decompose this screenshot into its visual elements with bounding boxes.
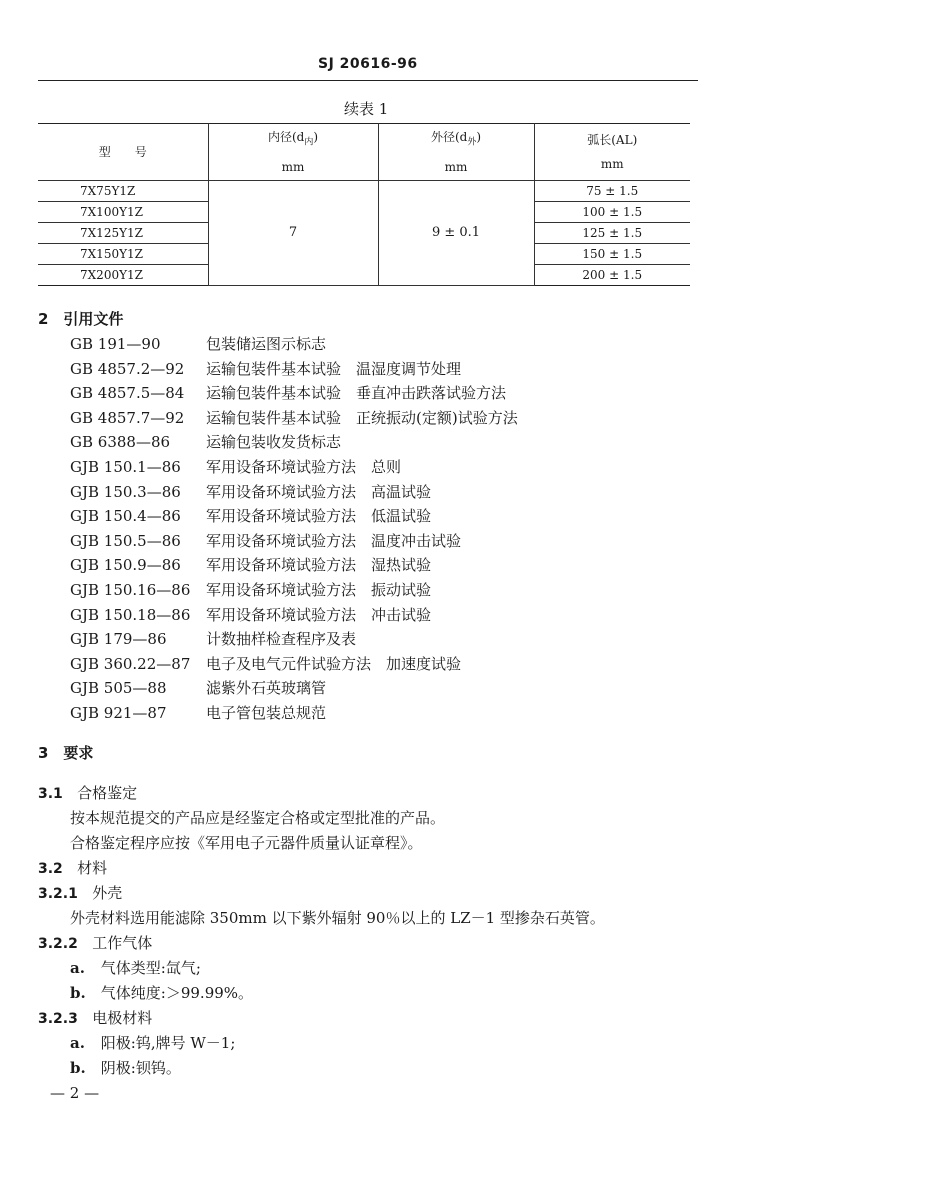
ref-code: GJB 150.3—86 bbox=[70, 482, 181, 501]
item-text: 气体纯度:＞99.99%。 bbox=[100, 984, 254, 1002]
ref-code: GJB 505—88 bbox=[70, 679, 167, 698]
ref-code: GJB 360.22—87 bbox=[70, 654, 191, 673]
ref-title: 包装储运图示标志 bbox=[206, 335, 327, 353]
ref-title: 计数抽样检查程序及表 bbox=[206, 630, 357, 649]
section-title: 合格鉴定 bbox=[77, 784, 138, 802]
outer-close: ) bbox=[476, 130, 482, 145]
list-item bbox=[70, 430, 518, 455]
ref-title: 军用设备环境试验方法 低温试验 bbox=[206, 507, 432, 526]
model-cell: 7X100Y1Z bbox=[38, 202, 208, 223]
ref-code: GJB 150.18—86 bbox=[70, 605, 191, 624]
header-inner-diameter bbox=[208, 124, 378, 181]
list-item bbox=[70, 957, 201, 978]
header-rule bbox=[38, 80, 698, 81]
ref-code: GJB 150.4—86 bbox=[70, 507, 181, 526]
list-item bbox=[70, 1032, 235, 1053]
section-title: 电极材料 bbox=[92, 1009, 153, 1027]
list-item bbox=[70, 627, 518, 652]
ref-title: 运输包装件基本试验 温湿度调节处理 bbox=[206, 359, 462, 378]
item-letter: a. bbox=[70, 959, 85, 977]
list-item bbox=[70, 982, 253, 1003]
ref-title: 军用设备环境试验方法 温度冲击试验 bbox=[206, 531, 462, 550]
paragraph: 按本规范提交的产品应是经鉴定合格或定型批准的产品。 bbox=[70, 809, 446, 827]
ref-title: 电子管包装总规范 bbox=[206, 703, 327, 722]
ref-code: GB 6388—86 bbox=[70, 433, 171, 452]
arc-cell: 200 ± 1.5 bbox=[534, 265, 690, 286]
list-item bbox=[70, 701, 518, 726]
ref-title: 运输包装件基本试验 垂直冲击跌落试验方法 bbox=[206, 384, 507, 403]
arc-label: 弧长(AL) bbox=[587, 133, 638, 147]
list-item bbox=[70, 529, 518, 554]
list-item bbox=[70, 504, 518, 529]
inner-sub: 内 bbox=[304, 137, 314, 148]
spec-table bbox=[38, 123, 690, 286]
ref-code: GJB 150.9—86 bbox=[70, 556, 181, 575]
outer-sub: 外 bbox=[467, 137, 477, 148]
ref-title: 运输包装件基本试验 正统振动(定额)试验方法 bbox=[206, 408, 518, 427]
ref-title: 军用设备环境试验方法 总则 bbox=[206, 457, 402, 476]
item-text: 阳极:钨,牌号 W－1; bbox=[100, 1034, 236, 1052]
list-item bbox=[70, 480, 518, 505]
header-model: 型 号 bbox=[38, 124, 208, 181]
inner-close: ) bbox=[313, 130, 319, 145]
model-cell: 7X200Y1Z bbox=[38, 265, 208, 286]
ref-code: GJB 179—86 bbox=[70, 630, 167, 649]
section-number: 3.2 bbox=[38, 861, 63, 877]
section-number: 3.2.1 bbox=[38, 886, 78, 902]
ref-title: 军用设备环境试验方法 振动试验 bbox=[206, 580, 432, 599]
header-arc-length bbox=[534, 124, 690, 181]
document-code: SJ 20616-96 bbox=[318, 56, 418, 72]
model-cell: 7X150Y1Z bbox=[38, 244, 208, 265]
ref-code: GJB 921—87 bbox=[70, 703, 167, 722]
section-3-title: 3 要求 bbox=[38, 744, 94, 762]
table-row bbox=[38, 181, 690, 202]
outer-value-cell: 9 ± 0.1 bbox=[378, 181, 534, 286]
section-3-2-2-heading bbox=[38, 932, 152, 953]
item-text: 阴极:钡钨。 bbox=[100, 1059, 181, 1077]
section-2-title: 2 引用文件 bbox=[38, 310, 124, 328]
list-item bbox=[70, 652, 518, 677]
model-cell: 7X75Y1Z bbox=[38, 181, 208, 202]
arc-cell: 150 ± 1.5 bbox=[534, 244, 690, 265]
item-letter: a. bbox=[70, 1034, 85, 1052]
section-title: 工作气体 bbox=[92, 934, 153, 952]
outer-unit: mm bbox=[444, 159, 468, 174]
list-item bbox=[70, 455, 518, 480]
ref-title: 滤紫外石英玻璃管 bbox=[206, 679, 327, 698]
section-3-2-1-heading bbox=[38, 882, 122, 903]
section-title: 外壳 bbox=[92, 884, 123, 902]
arc-cell: 125 ± 1.5 bbox=[534, 223, 690, 244]
ref-code: GJB 150.5—86 bbox=[70, 531, 181, 550]
ref-code: GJB 150.1—86 bbox=[70, 457, 181, 476]
model-cell: 7X125Y1Z bbox=[38, 223, 208, 244]
table-caption: 续表 1 bbox=[344, 100, 389, 118]
section-3-1-heading bbox=[38, 782, 137, 803]
header-outer-diameter bbox=[378, 124, 534, 181]
table-header-row bbox=[38, 124, 690, 181]
ref-title: 军用设备环境试验方法 湿热试验 bbox=[206, 556, 432, 575]
inner-unit: mm bbox=[281, 159, 305, 174]
item-letter: b. bbox=[70, 1059, 86, 1077]
paragraph: 合格鉴定程序应按《军用电子元器件质量认证章程》。 bbox=[70, 834, 423, 852]
ref-code: GJB 150.16—86 bbox=[70, 580, 191, 599]
list-item bbox=[70, 1057, 181, 1078]
section-number: 3.1 bbox=[38, 786, 63, 802]
section-3-2-3-heading bbox=[38, 1007, 152, 1028]
section-number: 3.2.2 bbox=[38, 936, 78, 952]
list-item bbox=[70, 553, 518, 578]
ref-title: 电子及电气元件试验方法 加速度试验 bbox=[206, 654, 462, 673]
ref-title: 军用设备环境试验方法 高温试验 bbox=[206, 482, 432, 501]
ref-code: GB 4857.7—92 bbox=[70, 408, 185, 427]
list-item bbox=[70, 332, 518, 357]
list-item bbox=[70, 578, 518, 603]
arc-unit: mm bbox=[600, 157, 624, 171]
ref-title: 运输包装收发货标志 bbox=[206, 433, 342, 452]
list-item bbox=[70, 381, 518, 406]
section-title: 材料 bbox=[77, 859, 108, 877]
ref-title: 军用设备环境试验方法 冲击试验 bbox=[206, 605, 432, 624]
list-item bbox=[70, 676, 518, 701]
inner-value-cell: 7 bbox=[208, 181, 378, 286]
section-3-2-heading bbox=[38, 857, 107, 878]
item-text: 气体类型:氙气; bbox=[100, 959, 201, 977]
paragraph: 外壳材料选用能滤除 350mm 以下紫外辐射 90％以上的 LZ－1 型掺杂石英管。 bbox=[70, 909, 605, 927]
arc-cell: 75 ± 1.5 bbox=[534, 181, 690, 202]
list-item bbox=[70, 357, 518, 382]
item-letter: b. bbox=[70, 984, 86, 1002]
ref-code: GB 191—90 bbox=[70, 335, 161, 353]
ref-code: GB 4857.2—92 bbox=[70, 359, 185, 378]
page-number: — 2 — bbox=[50, 1084, 100, 1102]
outer-label: 外径(d bbox=[430, 130, 468, 145]
section-number: 3.2.3 bbox=[38, 1011, 78, 1027]
list-item bbox=[70, 406, 518, 431]
reference-list bbox=[70, 332, 518, 726]
list-item bbox=[70, 603, 518, 628]
arc-cell: 100 ± 1.5 bbox=[534, 202, 690, 223]
inner-label: 内径(d bbox=[267, 130, 305, 145]
ref-code: GB 4857.5—84 bbox=[70, 384, 185, 403]
